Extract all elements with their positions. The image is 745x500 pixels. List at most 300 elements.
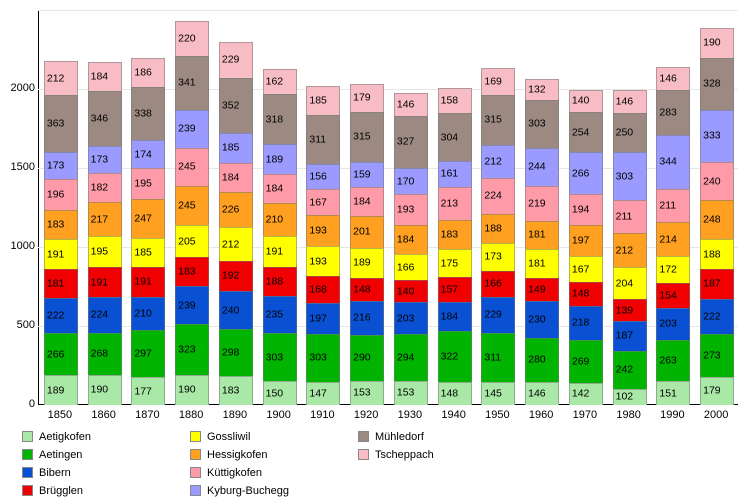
bar-stack[interactable] bbox=[175, 21, 209, 405]
bar-segment-label: 147 bbox=[309, 387, 327, 400]
bar-segment[interactable] bbox=[306, 164, 340, 189]
bar-segment[interactable] bbox=[700, 28, 734, 58]
legend-label: Aetingen bbox=[39, 448, 83, 461]
bar-segment[interactable] bbox=[175, 56, 209, 110]
bar-segment-label: 311 bbox=[484, 351, 502, 364]
bar-segment-label: 327 bbox=[396, 135, 415, 148]
bar-segment[interactable] bbox=[44, 210, 78, 239]
bar-segment[interactable] bbox=[700, 239, 734, 269]
bar-stack[interactable] bbox=[525, 79, 559, 405]
bar-segment[interactable] bbox=[700, 162, 734, 200]
legend bbox=[22, 428, 722, 497]
bar-segment-label: 298 bbox=[221, 346, 240, 359]
bar-segment[interactable] bbox=[656, 90, 690, 135]
legend-item-br-gglen[interactable] bbox=[22, 482, 91, 499]
bar-segment[interactable] bbox=[700, 58, 734, 110]
bar-segment[interactable] bbox=[306, 382, 340, 405]
legend-item-k-ttigkofen[interactable] bbox=[190, 464, 289, 481]
bar-segment-label: 172 bbox=[659, 263, 677, 276]
bar-segment[interactable] bbox=[525, 301, 559, 337]
bar-segment[interactable] bbox=[219, 227, 253, 260]
bar-segment[interactable] bbox=[525, 382, 559, 405]
bar-segment-label: 191 bbox=[90, 276, 109, 289]
bar-segment[interactable] bbox=[569, 152, 603, 194]
bar-segment[interactable] bbox=[175, 286, 209, 324]
bar-segment-label: 322 bbox=[440, 350, 459, 363]
x-tick-label: 1990 bbox=[660, 409, 685, 421]
y-tick-label: 500 bbox=[16, 319, 35, 331]
bar-segment-label: 303 bbox=[615, 170, 634, 183]
bar-segment-label: 333 bbox=[703, 129, 721, 142]
bar-segment[interactable] bbox=[131, 199, 165, 238]
bar-segment[interactable] bbox=[175, 148, 209, 187]
bar-segment-label: 149 bbox=[528, 283, 546, 296]
bar-segment[interactable] bbox=[394, 93, 428, 116]
bar-segment[interactable] bbox=[219, 163, 253, 192]
bar-segment[interactable] bbox=[569, 90, 603, 112]
bar-stack[interactable] bbox=[44, 61, 78, 405]
bar-stack[interactable] bbox=[656, 67, 690, 405]
bar-segment[interactable] bbox=[700, 377, 734, 405]
bar-segment-label: 151 bbox=[659, 387, 677, 400]
x-tick-label: 1890 bbox=[222, 409, 248, 421]
bar-segment[interactable] bbox=[131, 238, 165, 267]
bar-segment[interactable] bbox=[700, 110, 734, 163]
bar-segment-label: 148 bbox=[353, 283, 371, 296]
bar-segment[interactable] bbox=[394, 194, 428, 224]
bar-segment[interactable] bbox=[481, 68, 515, 95]
bar-segment-label: 294 bbox=[396, 351, 415, 364]
bar-segment[interactable] bbox=[263, 267, 297, 297]
bar-segment[interactable] bbox=[175, 375, 209, 405]
bar-segment[interactable] bbox=[656, 222, 690, 256]
bar-segment[interactable] bbox=[219, 329, 253, 376]
bar-segment[interactable] bbox=[175, 21, 209, 56]
bar-segment[interactable] bbox=[613, 321, 647, 351]
bar-segment[interactable] bbox=[306, 276, 340, 303]
x-tick-label: 1930 bbox=[397, 409, 423, 421]
bar-segment[interactable] bbox=[131, 267, 165, 297]
bar-stack[interactable] bbox=[569, 90, 603, 405]
legend-label: Aetigkofen bbox=[39, 430, 91, 443]
bar-segment[interactable] bbox=[88, 333, 122, 375]
bar-segment-label: 188 bbox=[703, 248, 721, 261]
bar-segment[interactable] bbox=[175, 186, 209, 225]
bar-segment[interactable] bbox=[438, 161, 472, 186]
bar-segment-label: 344 bbox=[659, 155, 677, 168]
bar-segment[interactable] bbox=[263, 69, 297, 95]
bar-segment[interactable] bbox=[44, 269, 78, 298]
bar-segment-label: 186 bbox=[134, 66, 152, 79]
bar-segment[interactable] bbox=[263, 174, 297, 203]
bar-segment[interactable] bbox=[219, 261, 253, 291]
bar-segment[interactable] bbox=[481, 95, 515, 145]
bar-segment[interactable] bbox=[481, 271, 515, 297]
bar-stack[interactable] bbox=[350, 84, 384, 405]
bar-segment[interactable] bbox=[175, 324, 209, 375]
bar-segment[interactable] bbox=[131, 87, 165, 140]
x-tick-label: 1960 bbox=[528, 409, 554, 421]
bar-segment[interactable] bbox=[613, 267, 647, 299]
bar-segment-label: 311 bbox=[309, 133, 327, 146]
bar-segment[interactable] bbox=[394, 381, 428, 405]
bar-segment-label: 239 bbox=[178, 122, 196, 135]
bar-segment-label: 190 bbox=[178, 383, 196, 396]
legend-swatch bbox=[190, 431, 201, 442]
bar-segment[interactable] bbox=[525, 79, 559, 100]
bar-stack[interactable] bbox=[219, 42, 253, 405]
bar-segment-label: 212 bbox=[615, 244, 634, 257]
bar-segment-label: 195 bbox=[90, 245, 109, 258]
bar-stack[interactable] bbox=[306, 86, 340, 405]
bar-segment[interactable] bbox=[219, 291, 253, 329]
bar-segment-label: 166 bbox=[396, 261, 415, 274]
bar-segment[interactable] bbox=[481, 297, 515, 333]
bar-segment[interactable] bbox=[525, 100, 559, 148]
bar-segment[interactable] bbox=[438, 302, 472, 331]
bar-segment[interactable] bbox=[175, 110, 209, 148]
bar-segment[interactable] bbox=[613, 152, 647, 200]
bar-segment[interactable] bbox=[613, 90, 647, 113]
bar-stack[interactable] bbox=[613, 90, 647, 405]
bar-segment[interactable] bbox=[350, 216, 384, 248]
bar-segment-label: 273 bbox=[703, 349, 721, 362]
bar-segment[interactable] bbox=[656, 283, 690, 307]
bar-segment[interactable] bbox=[263, 333, 297, 381]
bar-segment[interactable] bbox=[613, 299, 647, 321]
y-tick-label: 1000 bbox=[10, 240, 35, 252]
bar-segment-label: 194 bbox=[571, 203, 590, 216]
bar-segment[interactable] bbox=[481, 178, 515, 213]
bar-segment[interactable] bbox=[438, 220, 472, 249]
bar-segment[interactable] bbox=[219, 78, 253, 134]
bar-segment[interactable] bbox=[569, 256, 603, 282]
bar-segment[interactable] bbox=[175, 225, 209, 257]
bar-segment-label: 229 bbox=[221, 53, 240, 66]
bar-segment[interactable] bbox=[394, 254, 428, 280]
bar-stack[interactable] bbox=[131, 58, 165, 406]
bar-segment[interactable] bbox=[438, 88, 472, 113]
bar-segment[interactable] bbox=[88, 267, 122, 297]
bar-segment[interactable] bbox=[525, 221, 559, 250]
bar-segment-label: 153 bbox=[353, 386, 371, 399]
bar-segment[interactable] bbox=[44, 333, 78, 375]
bar-segment[interactable] bbox=[131, 377, 165, 405]
bar-segment[interactable] bbox=[613, 200, 647, 233]
bar-segment-label: 283 bbox=[659, 106, 677, 119]
bar-segment-label: 219 bbox=[528, 197, 546, 210]
bar-segment[interactable] bbox=[481, 333, 515, 382]
bar-segment-label: 102 bbox=[615, 390, 634, 403]
bar-segment[interactable] bbox=[700, 200, 734, 239]
bar-segment-label: 226 bbox=[221, 203, 240, 216]
bar-segment[interactable] bbox=[350, 84, 384, 112]
x-tick-label: 1970 bbox=[572, 409, 598, 421]
bar-segment[interactable] bbox=[88, 202, 122, 236]
bar-segment[interactable] bbox=[350, 187, 384, 216]
bar-segment[interactable] bbox=[306, 115, 340, 164]
bar-segment[interactable] bbox=[656, 340, 690, 382]
legend-swatch bbox=[22, 431, 33, 442]
bar-segment[interactable] bbox=[656, 67, 690, 90]
x-tick-label: 1900 bbox=[266, 409, 291, 421]
bar-segment[interactable] bbox=[131, 330, 165, 377]
bar-segment[interactable] bbox=[88, 91, 122, 146]
x-tick-label: 1980 bbox=[616, 409, 641, 421]
bar-segment-label: 170 bbox=[396, 175, 415, 188]
x-tick-label: 2000 bbox=[703, 409, 729, 421]
bar-segment-label: 323 bbox=[178, 343, 196, 356]
bar-segment[interactable] bbox=[44, 152, 78, 179]
bar-segment[interactable] bbox=[350, 335, 384, 381]
legend-swatch bbox=[22, 467, 33, 478]
bar-segment-label: 210 bbox=[134, 307, 152, 320]
bar-segment[interactable] bbox=[656, 308, 690, 340]
bar-segment[interactable] bbox=[131, 168, 165, 199]
bar-segment-label: 179 bbox=[703, 384, 721, 397]
bar-segment[interactable] bbox=[700, 334, 734, 377]
bar-segment-label: 146 bbox=[528, 387, 546, 400]
bar-segment[interactable] bbox=[131, 297, 165, 330]
bar-segment[interactable] bbox=[263, 203, 297, 236]
bar-segment[interactable] bbox=[438, 277, 472, 302]
bar-segment[interactable] bbox=[44, 239, 78, 269]
bar-segment[interactable] bbox=[569, 383, 603, 405]
y-tick-label: 0 bbox=[28, 398, 35, 410]
legend-label: Bibern bbox=[39, 466, 71, 479]
gridline bbox=[38, 10, 738, 11]
bar-segment[interactable] bbox=[306, 189, 340, 215]
bar-segment-label: 167 bbox=[571, 263, 590, 276]
bar-segment[interactable] bbox=[350, 162, 384, 187]
bar-segment-label: 196 bbox=[46, 188, 65, 201]
x-tick-label: 1850 bbox=[47, 409, 73, 421]
bar-segment[interactable] bbox=[525, 278, 559, 302]
bar-segment[interactable] bbox=[569, 194, 603, 225]
bar-segment-label: 183 bbox=[221, 384, 240, 397]
bar-segment-label: 304 bbox=[440, 131, 459, 144]
bar-segment[interactable] bbox=[656, 135, 690, 189]
bar-segment[interactable] bbox=[350, 301, 384, 335]
legend-item-m-hledorf[interactable] bbox=[358, 428, 434, 445]
bar-segment-label: 240 bbox=[703, 175, 721, 188]
bar-segment-label: 212 bbox=[221, 238, 240, 251]
bar-segment[interactable] bbox=[263, 144, 297, 174]
bar-segment-label: 222 bbox=[46, 309, 65, 322]
bar-segment-label: 174 bbox=[134, 148, 152, 160]
bar-segment-label: 247 bbox=[134, 212, 152, 225]
bar-segment-label: 148 bbox=[571, 287, 590, 300]
bar-segment[interactable] bbox=[306, 215, 340, 245]
bar-stack[interactable] bbox=[394, 93, 428, 405]
x-tick-label: 1910 bbox=[310, 409, 335, 421]
bar-segment[interactable] bbox=[438, 187, 472, 221]
legend-swatch bbox=[358, 449, 369, 460]
bar-segment-label: 269 bbox=[571, 355, 590, 368]
bar-segment[interactable] bbox=[481, 382, 515, 405]
bar-segment-label: 216 bbox=[353, 311, 371, 324]
legend-item-aetingen[interactable] bbox=[22, 446, 91, 463]
bar-segment[interactable] bbox=[438, 382, 472, 405]
bar-segment[interactable] bbox=[569, 282, 603, 305]
legend-item-tscheppach[interactable] bbox=[358, 446, 434, 463]
bar-segment-label: 166 bbox=[484, 277, 502, 290]
bar-segment-label: 140 bbox=[396, 285, 415, 298]
bar-segment[interactable] bbox=[525, 186, 559, 221]
legend-swatch bbox=[358, 431, 369, 442]
bar-segment-label: 203 bbox=[396, 312, 415, 325]
bar-segment[interactable] bbox=[131, 140, 165, 167]
legend-swatch bbox=[190, 467, 201, 478]
bar-segment-label: 181 bbox=[528, 257, 546, 270]
bar-stack[interactable] bbox=[700, 28, 734, 405]
legend-item-hessigkofen[interactable] bbox=[190, 446, 289, 463]
bar-segment[interactable] bbox=[44, 179, 78, 210]
bar-segment[interactable] bbox=[438, 249, 472, 277]
bar-segment[interactable] bbox=[525, 338, 559, 382]
bar-segment[interactable] bbox=[219, 192, 253, 228]
bar-segment-label: 213 bbox=[440, 197, 459, 210]
bar-segment[interactable] bbox=[394, 334, 428, 380]
legend-item-kyburg-buchegg[interactable] bbox=[190, 482, 289, 499]
bar-segment[interactable] bbox=[394, 116, 428, 168]
bar-segment[interactable] bbox=[88, 173, 122, 202]
bar-segment[interactable] bbox=[44, 375, 78, 405]
legend-swatch bbox=[22, 449, 33, 460]
bar-segment[interactable] bbox=[44, 298, 78, 333]
bar-segment-label: 222 bbox=[703, 310, 721, 323]
bar-segment-label: 184 bbox=[440, 310, 459, 323]
bar-segment-label: 220 bbox=[178, 32, 196, 45]
legend-label: Mühledorf bbox=[375, 430, 424, 443]
bar-segment-label: 156 bbox=[309, 170, 327, 183]
bar-segment[interactable] bbox=[481, 145, 515, 178]
bar-segment[interactable] bbox=[569, 340, 603, 383]
bar-segment-label: 185 bbox=[309, 94, 327, 107]
bar-segment[interactable] bbox=[88, 236, 122, 267]
bar-segment[interactable] bbox=[525, 249, 559, 278]
bar-segment[interactable] bbox=[569, 306, 603, 340]
bar-segment[interactable] bbox=[569, 225, 603, 256]
bar-segment[interactable] bbox=[438, 331, 472, 382]
x-tick-label: 1950 bbox=[485, 409, 510, 421]
plot-area bbox=[10, 10, 738, 421]
bar-segment[interactable] bbox=[350, 248, 384, 278]
bar-stack[interactable] bbox=[88, 62, 122, 405]
bar-segment-label: 205 bbox=[178, 235, 196, 248]
bar-segment[interactable] bbox=[613, 351, 647, 389]
bar-segment[interactable] bbox=[219, 133, 253, 162]
bar-segment[interactable] bbox=[88, 297, 122, 332]
bar-segment[interactable] bbox=[700, 299, 734, 334]
bar-segment[interactable] bbox=[350, 278, 384, 301]
bar-segment[interactable] bbox=[175, 257, 209, 286]
bar-segment[interactable] bbox=[656, 381, 690, 405]
legend-label: Kyburg-Buchegg bbox=[207, 484, 289, 497]
bar-stack[interactable] bbox=[481, 68, 515, 405]
bar-segment[interactable] bbox=[131, 58, 165, 87]
bar-segment-label: 212 bbox=[46, 72, 65, 85]
bar-segment[interactable] bbox=[263, 94, 297, 144]
bar-segment-label: 191 bbox=[46, 248, 65, 261]
bar-segment-label: 245 bbox=[178, 160, 196, 173]
bar-segment-label: 175 bbox=[440, 257, 459, 270]
legend-item-gossliwil[interactable] bbox=[190, 428, 289, 445]
bar-segment[interactable] bbox=[656, 256, 690, 283]
bar-segment[interactable] bbox=[219, 42, 253, 78]
bar-segment[interactable] bbox=[394, 168, 428, 195]
bar-segment[interactable] bbox=[350, 381, 384, 405]
bar-segment-label: 184 bbox=[221, 171, 240, 184]
bar-segment[interactable] bbox=[88, 62, 122, 91]
bar-stack[interactable] bbox=[263, 69, 297, 405]
bar-segment-label: 153 bbox=[396, 386, 415, 399]
bar-segment-label: 250 bbox=[615, 126, 634, 139]
legend-item-aetigkofen[interactable] bbox=[22, 428, 91, 445]
bar-segment-label: 173 bbox=[484, 250, 502, 263]
x-tick-label: 1920 bbox=[353, 409, 379, 421]
bar-segment[interactable] bbox=[306, 246, 340, 276]
bar-segment-label: 142 bbox=[571, 387, 590, 400]
bar-segment-label: 179 bbox=[353, 91, 371, 104]
bar-segment[interactable] bbox=[306, 334, 340, 382]
bar-segment-label: 315 bbox=[353, 130, 371, 143]
bar-segment[interactable] bbox=[613, 233, 647, 266]
bar-segment[interactable] bbox=[569, 112, 603, 152]
bar-segment-label: 161 bbox=[440, 167, 459, 180]
bar-segment-label: 188 bbox=[484, 222, 502, 235]
bar-segment-label: 280 bbox=[528, 353, 546, 366]
bar-segment[interactable] bbox=[525, 148, 559, 187]
bar-segment-label: 224 bbox=[90, 308, 109, 321]
bar-segment[interactable] bbox=[613, 113, 647, 153]
bar-segment-label: 190 bbox=[703, 36, 721, 49]
bar-segment[interactable] bbox=[263, 296, 297, 333]
bar-segment[interactable] bbox=[44, 61, 78, 94]
bar-segment[interactable] bbox=[263, 381, 297, 405]
bar-segment[interactable] bbox=[394, 280, 428, 302]
bar-segment-label: 192 bbox=[221, 269, 240, 282]
bar-segment[interactable] bbox=[350, 112, 384, 162]
bar-segment[interactable] bbox=[656, 189, 690, 222]
bar-segment[interactable] bbox=[481, 243, 515, 270]
bar-segment-label: 145 bbox=[484, 387, 502, 400]
bar-segment[interactable] bbox=[394, 225, 428, 254]
bar-segment[interactable] bbox=[394, 302, 428, 334]
bar-segment[interactable] bbox=[88, 375, 122, 405]
bar-segment-label: 214 bbox=[659, 233, 677, 246]
bar-segment-label: 185 bbox=[134, 246, 152, 259]
bar-segment-label: 189 bbox=[46, 384, 65, 397]
bar-segment-label: 338 bbox=[134, 107, 152, 120]
bar-segment[interactable] bbox=[88, 146, 122, 173]
legend-item-bibern[interactable] bbox=[22, 464, 91, 481]
bar-segment-label: 197 bbox=[309, 312, 327, 325]
bar-segment-label: 193 bbox=[309, 255, 327, 268]
bar-segment[interactable] bbox=[219, 376, 253, 405]
bar-segment[interactable] bbox=[44, 95, 78, 152]
bar-segment[interactable] bbox=[613, 389, 647, 405]
bar-segment[interactable] bbox=[438, 113, 472, 161]
bar-segment[interactable] bbox=[306, 86, 340, 115]
bar-segment[interactable] bbox=[481, 214, 515, 244]
bar-segment[interactable] bbox=[263, 236, 297, 266]
y-tick-label: 1500 bbox=[10, 161, 35, 173]
bar-segment[interactable] bbox=[306, 303, 340, 334]
bar-segment-label: 328 bbox=[703, 77, 721, 90]
bar-stack[interactable] bbox=[438, 88, 472, 405]
bar-segment[interactable] bbox=[700, 269, 734, 299]
